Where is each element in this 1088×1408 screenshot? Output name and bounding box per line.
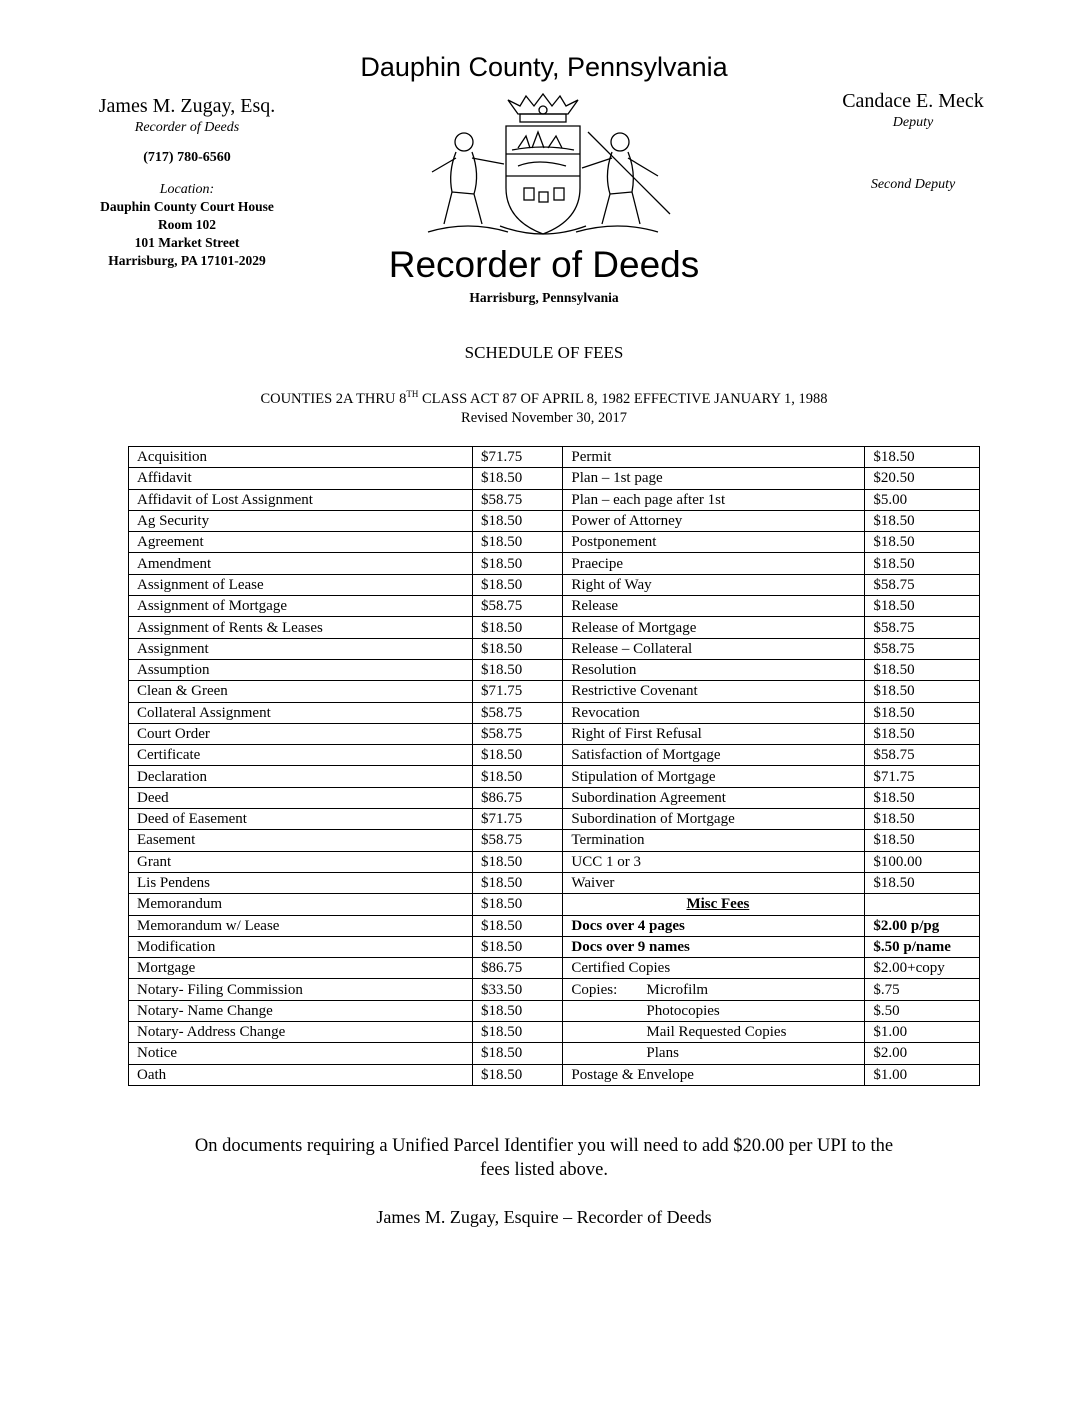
fee-item: Notary- Filing Commission (129, 979, 473, 1000)
fee-item: Assignment of Rents & Leases (129, 617, 473, 638)
fee-item (563, 1022, 865, 1043)
fee-amount: $18.50 (472, 510, 562, 531)
fee-item: Resolution (563, 659, 865, 680)
fee-amount: $18.50 (865, 532, 980, 553)
fee-item: UCC 1 or 3 (563, 851, 865, 872)
fee-amount: $100.00 (865, 851, 980, 872)
table-row (129, 787, 980, 808)
table-row (129, 1043, 980, 1064)
fee-amount: $71.75 (472, 447, 562, 468)
office-city: Harrisburg, Pennsylvania (469, 290, 619, 305)
fee-item: Certified Copies (563, 958, 865, 979)
table-row (129, 915, 980, 936)
fee-item: Assignment (129, 638, 473, 659)
fee-item: Postage & Envelope (563, 1064, 865, 1085)
fee-amount: $58.75 (472, 489, 562, 510)
fee-item: Right of Way (563, 574, 865, 595)
fee-amount: $18.50 (865, 723, 980, 744)
fee-item: Grant (129, 851, 473, 872)
fee-item: Satisfaction of Mortgage (563, 745, 865, 766)
fee-item: Agreement (129, 532, 473, 553)
fee-item (563, 1043, 865, 1064)
fee-item: Assumption (129, 659, 473, 680)
fee-item: Notary- Name Change (129, 1000, 473, 1021)
fee-amount: $18.50 (865, 510, 980, 531)
fee-amount: $18.50 (472, 851, 562, 872)
table-row (129, 617, 980, 638)
copies-type: Plans (646, 1045, 679, 1062)
fee-item: Power of Attorney (563, 510, 865, 531)
schedule-title: SCHEDULE OF FEES (464, 343, 624, 362)
table-row (129, 468, 980, 489)
fee-amount: $71.75 (472, 681, 562, 702)
fee-amount: $2.00+copy (865, 958, 980, 979)
table-row (129, 489, 980, 510)
fee-amount: $18.50 (865, 681, 980, 702)
fees-table (128, 446, 980, 1086)
fee-amount: $.75 (865, 979, 980, 1000)
fee-item: Lis Pendens (129, 872, 473, 893)
table-row (129, 958, 980, 979)
fee-item: Stipulation of Mortgage (563, 766, 865, 787)
table-row (129, 553, 980, 574)
fee-amount: $58.75 (472, 830, 562, 851)
fee-amount: $18.50 (472, 659, 562, 680)
fee-item: Termination (563, 830, 865, 851)
fee-amount: $71.75 (865, 766, 980, 787)
fees-table-body (129, 447, 980, 1086)
fee-amount: $.50 p/name (865, 936, 980, 957)
recorder-phone: (717) 780-6560 (143, 150, 231, 165)
fee-item: Release of Mortgage (563, 617, 865, 638)
fee-item: Deed (129, 787, 473, 808)
fee-amount: $.50 (865, 1000, 980, 1021)
fee-item: Release (563, 596, 865, 617)
fee-item: Collateral Assignment (129, 702, 473, 723)
upi-note (0, 1134, 1088, 1182)
fee-amount: $18.50 (472, 894, 562, 915)
fee-item: Notice (129, 1043, 473, 1064)
table-row (129, 872, 980, 893)
fee-amount: $18.50 (865, 830, 980, 851)
pennsylvania-coat-of-arms-icon (408, 92, 678, 242)
fee-item: Docs over 4 pages (563, 915, 865, 936)
fee-item: Court Order (129, 723, 473, 744)
fee-item: Postponement (563, 532, 865, 553)
fee-item: Certificate (129, 745, 473, 766)
fee-item: Modification (129, 936, 473, 957)
table-row (129, 851, 980, 872)
fee-amount: $18.50 (865, 872, 980, 893)
fee-item: Subordination of Mortgage (563, 809, 865, 830)
fee-amount: $18.50 (472, 1022, 562, 1043)
fee-amount: $18.50 (472, 574, 562, 595)
signature-line: James M. Zugay, Esquire – Recorder of Deeds (376, 1207, 712, 1227)
fee-amount: $71.75 (472, 809, 562, 830)
fee-item (563, 1000, 865, 1021)
fee-amount: $5.00 (865, 489, 980, 510)
fee-amount: $2.00 (865, 1043, 980, 1064)
fee-amount: $18.50 (865, 553, 980, 574)
table-row (129, 723, 980, 744)
table-row (129, 659, 980, 680)
table-row (129, 596, 980, 617)
fee-amount: $18.50 (865, 596, 980, 617)
fee-amount: $58.75 (865, 745, 980, 766)
table-row (129, 830, 980, 851)
fee-amount: $58.75 (472, 702, 562, 723)
act-line (0, 389, 1088, 408)
deputy-title: Deputy (892, 115, 934, 130)
fee-amount: $18.50 (865, 702, 980, 723)
fee-amount: $18.50 (472, 553, 562, 574)
fee-item: Affidavit of Lost Assignment (129, 489, 473, 510)
act-line-sup: TH (406, 389, 419, 399)
fee-amount: $18.50 (472, 915, 562, 936)
second-deputy-title: Second Deputy (870, 177, 956, 192)
deputy-info (818, 90, 1008, 193)
fee-item: Declaration (129, 766, 473, 787)
table-row (129, 1022, 980, 1043)
fee-amount: $18.50 (865, 659, 980, 680)
act-line-suffix: CLASS ACT 87 OF APRIL 8, 1982 EFFECTIVE JANUARY 1, 1988 (418, 390, 828, 407)
fee-amount: $58.75 (472, 723, 562, 744)
copies-label: Copies: (571, 981, 618, 998)
fee-amount: $58.75 (865, 638, 980, 659)
fee-item: Ag Security (129, 510, 473, 531)
fee-amount: $1.00 (865, 1064, 980, 1085)
fee-amount: $18.50 (472, 468, 562, 489)
fee-item: Revocation (563, 702, 865, 723)
table-row (129, 894, 980, 915)
address-line: Room 102 (157, 217, 217, 232)
fee-amount: $20.50 (865, 468, 980, 489)
fee-item: Praecipe (563, 553, 865, 574)
address-line: Harrisburg, PA 17101-2029 (108, 253, 266, 268)
table-row (129, 809, 980, 830)
fee-item: Easement (129, 830, 473, 851)
fee-amount: $58.75 (865, 574, 980, 595)
fee-amount: $18.50 (472, 936, 562, 957)
location-label: Location: (159, 182, 215, 197)
copies-type: Microfilm (646, 981, 709, 998)
table-row (129, 1064, 980, 1085)
fee-item: Release – Collateral (563, 638, 865, 659)
fee-amount: $18.50 (865, 447, 980, 468)
recorder-title: Recorder of Deeds (134, 120, 240, 135)
fee-amount: $2.00 p/pg (865, 915, 980, 936)
address-line: Dauphin County Court House (100, 199, 274, 214)
fee-item: Oath (129, 1064, 473, 1085)
table-row (129, 979, 980, 1000)
fee-amount: $18.50 (472, 1064, 562, 1085)
fee-item: Assignment of Lease (129, 574, 473, 595)
upi-note-line: fees listed above. (480, 1160, 608, 1180)
table-row (129, 574, 980, 595)
fee-item: Assignment of Mortgage (129, 596, 473, 617)
upi-note-line: On documents requiring a Unified Parcel Identifier you will need to add $20.00 per UPI to the (194, 1136, 894, 1156)
fee-item: Notary- Address Change (129, 1022, 473, 1043)
fee-amount: $18.50 (472, 745, 562, 766)
fee-item: Acquisition (129, 447, 473, 468)
fee-amount: $58.75 (472, 596, 562, 617)
table-row (129, 936, 980, 957)
table-row (129, 745, 980, 766)
table-row (129, 510, 980, 531)
fee-item: Right of First Refusal (563, 723, 865, 744)
fee-amount: $18.50 (865, 809, 980, 830)
office-name: Recorder of Deeds (388, 244, 700, 285)
fee-item: Permit (563, 447, 865, 468)
fee-item: Plan – each page after 1st (563, 489, 865, 510)
fee-item: Waiver (563, 872, 865, 893)
fee-amount: $18.50 (865, 787, 980, 808)
fee-amount: $18.50 (472, 766, 562, 787)
table-row (129, 532, 980, 553)
fee-amount: $18.50 (472, 638, 562, 659)
recorder-name: James M. Zugay, Esq. (98, 95, 276, 117)
fee-item: Memorandum w/ Lease (129, 915, 473, 936)
fee-amount: $58.75 (865, 617, 980, 638)
fee-amount: $18.50 (472, 1043, 562, 1064)
table-row (129, 638, 980, 659)
fee-item: Amendment (129, 553, 473, 574)
deputy-name: Candace E. Meck (842, 90, 984, 112)
table-row (129, 681, 980, 702)
county-title: Dauphin County, Pennsylvania (360, 52, 728, 82)
fee-item: Memorandum (129, 894, 473, 915)
fee-amount: $1.00 (865, 1022, 980, 1043)
copies-type: Mail Requested Copies (646, 1024, 787, 1041)
fee-amount: $86.75 (472, 787, 562, 808)
fee-item: Mortgage (129, 958, 473, 979)
fee-amount: $18.50 (472, 1000, 562, 1021)
fee-item: Plan – 1st page (563, 468, 865, 489)
copies-type: Photocopies (646, 1002, 720, 1019)
fee-amount: $86.75 (472, 958, 562, 979)
address-line: 101 Market Street (134, 235, 240, 250)
table-row (129, 1000, 980, 1021)
fee-amount: $18.50 (472, 532, 562, 553)
revised-date: Revised November 30, 2017 (461, 410, 627, 426)
table-row (129, 766, 980, 787)
fee-item: Restrictive Covenant (563, 681, 865, 702)
fee-item: Clean & Green (129, 681, 473, 702)
fee-item (563, 979, 865, 1000)
fee-item: Misc Fees (563, 894, 865, 915)
fee-amount: $33.50 (472, 979, 562, 1000)
fee-amount (865, 894, 980, 915)
act-line-prefix: COUNTIES 2A THRU 8 (260, 390, 407, 407)
fee-item: Deed of Easement (129, 809, 473, 830)
table-row (129, 702, 980, 723)
fee-item: Subordination Agreement (563, 787, 865, 808)
fee-item: Affidavit (129, 468, 473, 489)
table-row (129, 447, 980, 468)
fee-amount: $18.50 (472, 617, 562, 638)
fee-amount: $18.50 (472, 872, 562, 893)
fee-item: Docs over 9 names (563, 936, 865, 957)
